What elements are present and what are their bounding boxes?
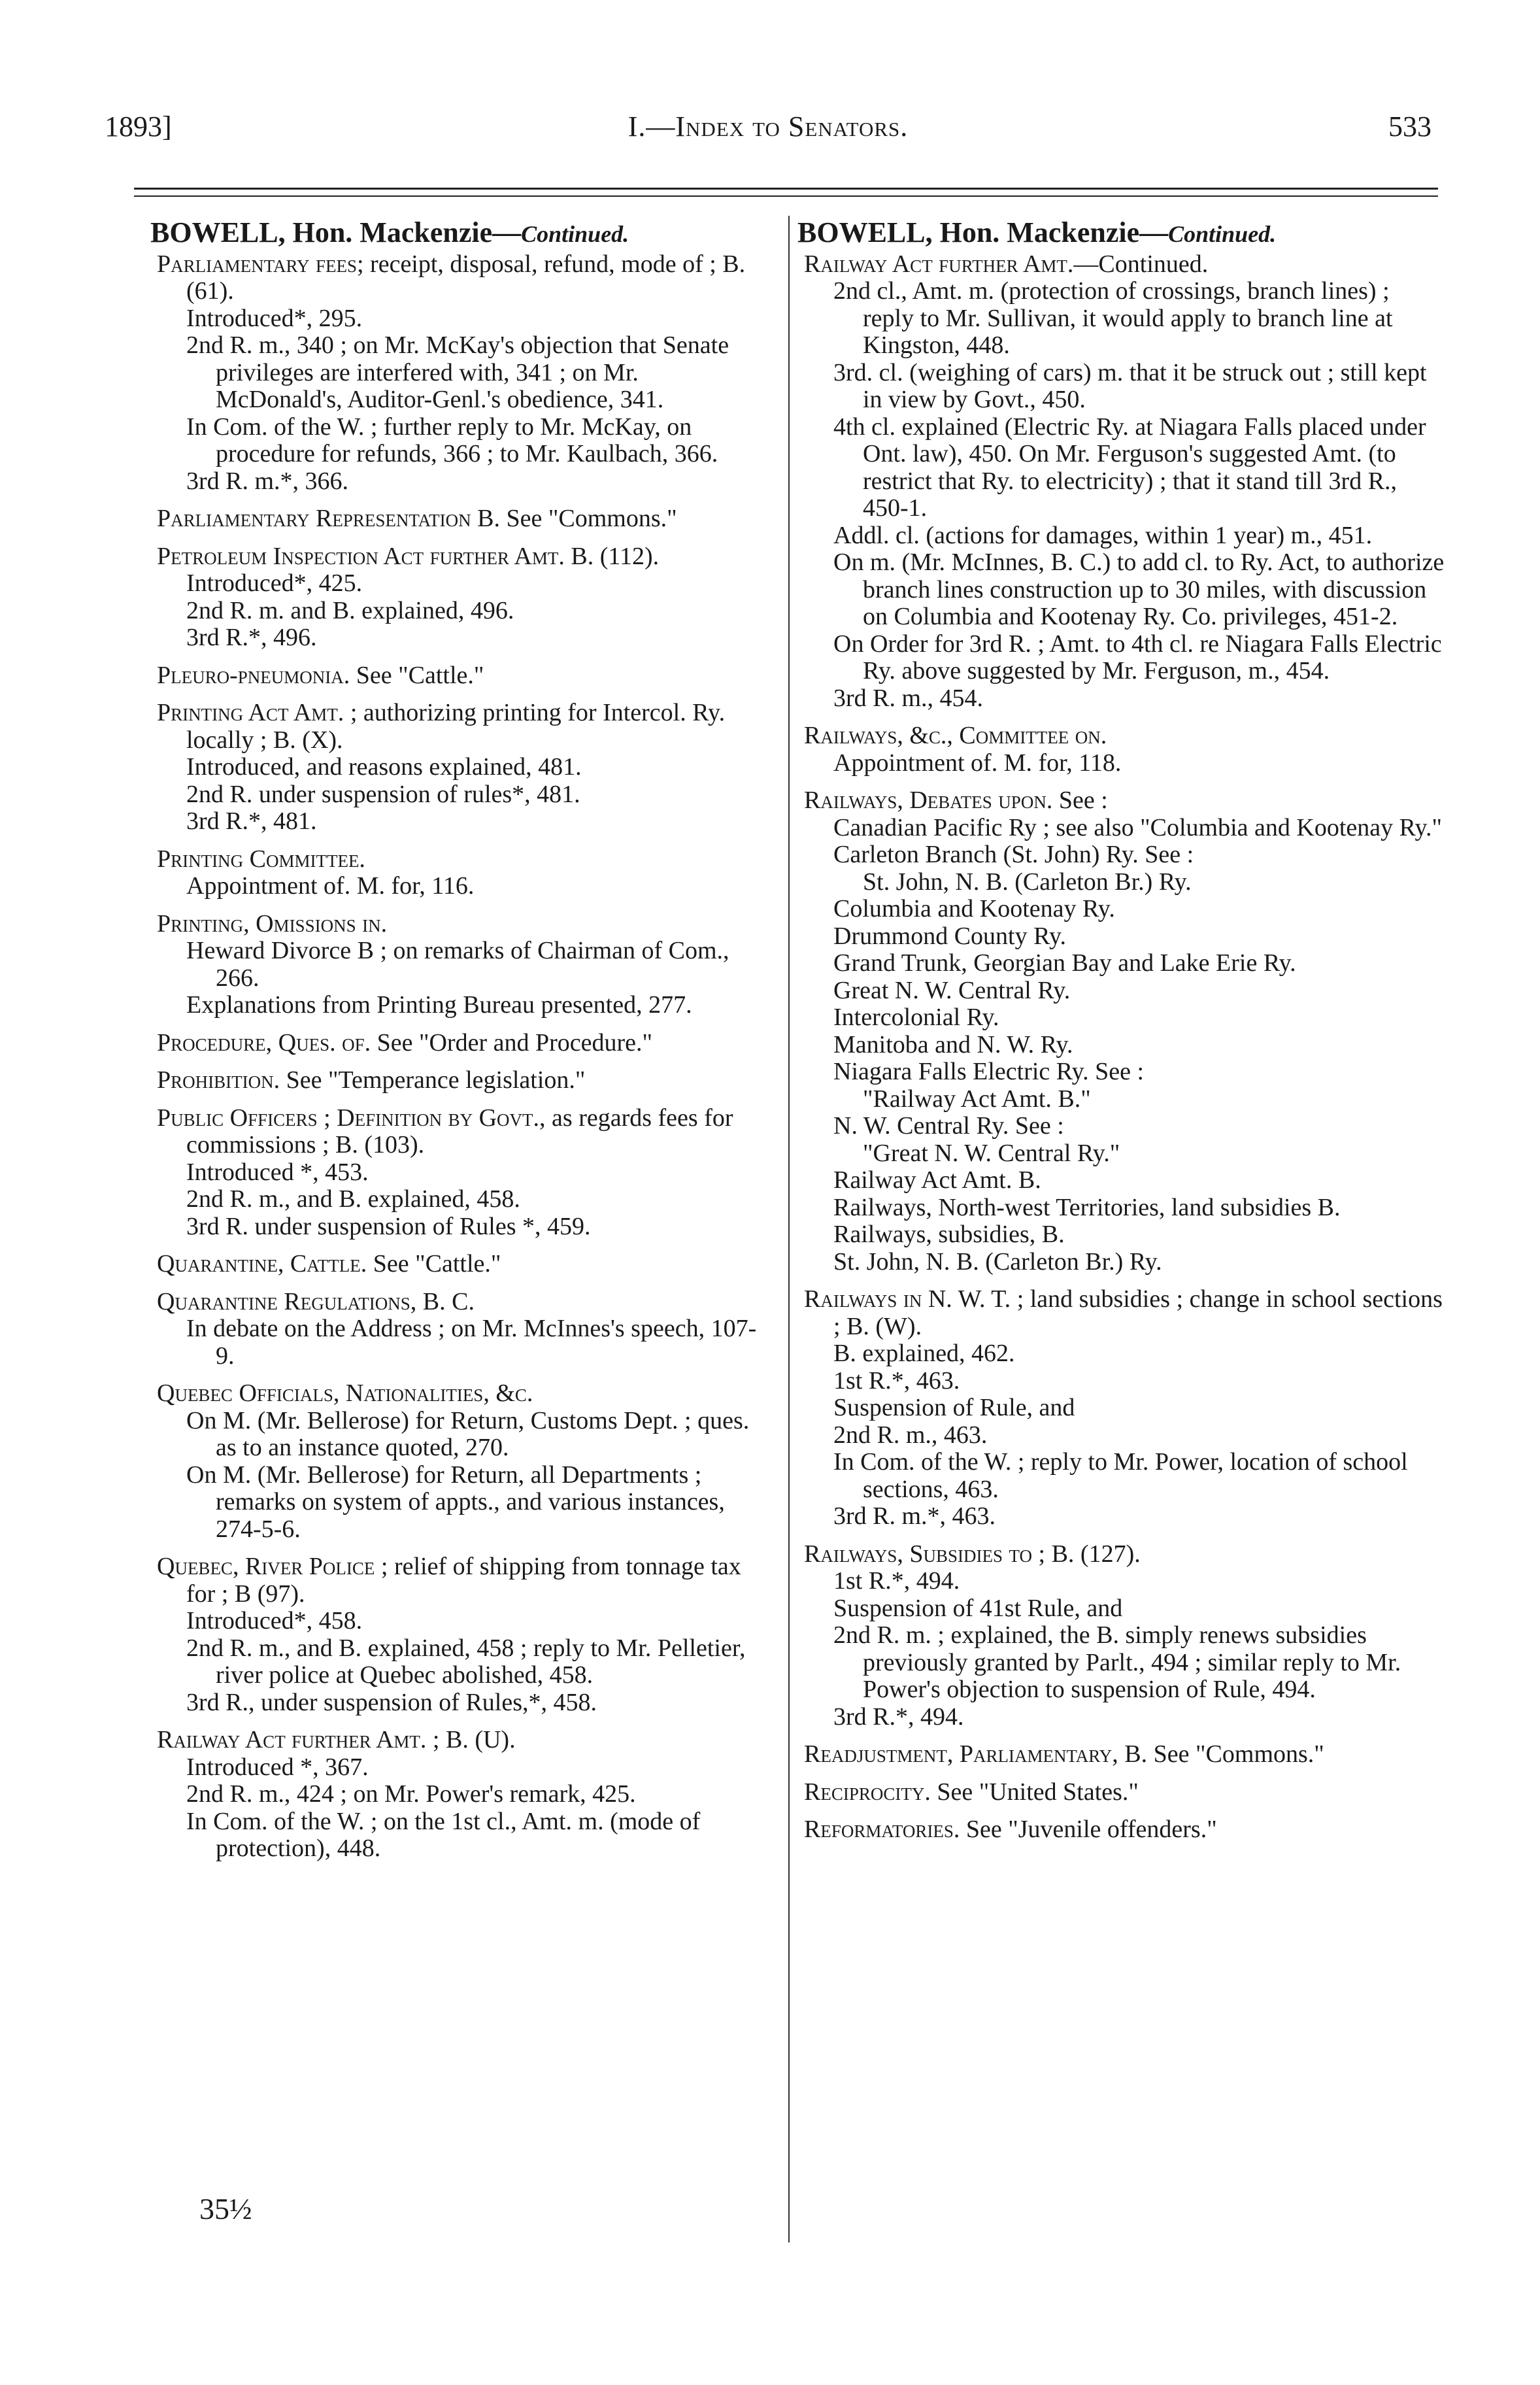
index-subentry: Columbia and Kootenay Ry. <box>833 895 1115 922</box>
index-subentry: 2nd R. m., and B. explained, 458. <box>186 1185 520 1213</box>
heading-text: BOWELL, Hon. Mackenzie— <box>797 216 1169 248</box>
index-entry <box>157 251 771 305</box>
heading-continued: Continued. <box>1168 221 1277 247</box>
entry-title: Railway Act further Amt.— <box>804 250 1099 278</box>
index-subentry: St. John, N. B. (Carleton Br.) Ry. <box>863 868 1192 896</box>
entry-detail: See "Cattle." <box>350 661 484 689</box>
entry-detail: See "Commons." <box>1147 1740 1324 1768</box>
index-subentry: "Great N. W. Central Ry." <box>863 1139 1120 1167</box>
index-subentry: In debate on the Address ; on Mr. McInnes's speech, 107-9. <box>186 1315 757 1370</box>
header-rule-thin <box>134 195 1438 197</box>
header-page-number: 533 <box>1388 110 1431 143</box>
right-column <box>797 216 1445 1844</box>
entry-detail: See : <box>1052 787 1108 814</box>
left-column <box>150 216 771 1863</box>
entry-title: Railways, &c., Committee on. <box>804 722 1107 749</box>
entry-detail: ; B. (127). <box>1032 1540 1141 1568</box>
index-entry <box>157 505 771 533</box>
index-subentry: Canadian Pacific Ry ; see also "Columbia and Kootenay Ry." <box>833 813 1442 841</box>
index-subentry: Addl. cl. (actions for damages, within 1 year) m., 451. <box>833 521 1373 549</box>
index-entry <box>804 722 1445 750</box>
index-subentry: On M. (Mr. Bellerose) for Return, Customs Dept. ; ques. as to an instance quoted, 270. <box>186 1406 750 1461</box>
entry-detail: See "Juvenile offenders." <box>960 1816 1217 1843</box>
index-subentry: 2nd R. m., 463. <box>833 1421 988 1449</box>
index-subentry: 1st R.*, 494. <box>833 1567 960 1595</box>
entry-title: Railway Act further Amt. <box>157 1726 427 1753</box>
entry-title: Printing, Omissions in. <box>157 909 388 938</box>
index-subentry: Suspension of 41st Rule, and <box>833 1594 1123 1622</box>
entry-detail: ; B. (U). <box>426 1726 516 1753</box>
index-subentry: 3rd R. m.*, 463. <box>833 1502 996 1530</box>
index-entry <box>157 1380 771 1408</box>
entry-detail: ; receipt, disposal, refund, mode of ; B. (61). <box>186 250 746 305</box>
index-subentry: Niagara Falls Electric Ry. See : <box>833 1058 1145 1085</box>
index-subentry: 3rd R. m., 454. <box>833 684 984 712</box>
index-subentry: Grand Trunk, Georgian Bay and Lake Erie Ry. <box>833 949 1296 977</box>
entry-title: Procedure, Ques. of. <box>157 1028 371 1057</box>
index-subentry: 3rd R.*, 494. <box>833 1702 964 1731</box>
index-entry <box>157 543 771 571</box>
index-entry <box>157 1251 771 1278</box>
index-subentry: Appointment of. M. for, 116. <box>186 872 475 900</box>
index-subentry: Manitoba and N. W. Ry. <box>833 1030 1073 1058</box>
index-entry <box>157 1105 771 1159</box>
index-subentry: Heward Divorce B ; on remarks of Chairman of Com., 266. <box>186 937 729 992</box>
index-subentry: Appointment of. M. for, 118. <box>833 749 1122 777</box>
entry-detail: B. (112). <box>564 542 660 570</box>
index-subentry: 3rd. cl. (weighing of cars) m. that it be struck out ; still kept in view by Govt., 450. <box>833 358 1427 413</box>
index-subentry: Carleton Branch (St. John) Ry. See : <box>833 841 1194 868</box>
index-subentry: N. W. Central Ry. See : <box>833 1112 1064 1140</box>
index-entry <box>157 662 771 690</box>
index-entry <box>804 787 1445 815</box>
column-divider <box>788 216 790 2242</box>
entry-title: Parliamentary fees <box>157 250 357 278</box>
index-subentry: Introduced*, 425. <box>186 569 363 597</box>
header-year: 1893] <box>105 110 172 143</box>
entry-title: Quarantine, Cattle. <box>157 1250 367 1277</box>
index-subentry: On Order for 3rd R. ; Amt. to 4th cl. re Niagara Falls Electric Ry. above suggested by Mr. Ferguson, m., 454. <box>833 630 1442 685</box>
entry-title: Pleuro-pneumonia. <box>157 661 350 689</box>
index-subentry: Introduced*, 295. <box>186 304 363 332</box>
index-entry <box>804 1816 1445 1844</box>
index-subentry: 2nd R. m. and B. explained, 496. <box>186 596 514 624</box>
index-subentry: Introduced*, 458. <box>186 1607 363 1634</box>
index-subentry: 2nd R. m., and B. explained, 458 ; reply to Mr. Pelletier, river police at Quebec abolished, 458. <box>186 1634 746 1689</box>
index-subentry: 3rd R. under suspension of Rules *, 459. <box>186 1212 591 1240</box>
index-subentry: 3rd R. m.*, 366. <box>186 467 349 495</box>
entry-title: Quebec Officials, Nationalities, &c. <box>157 1379 533 1407</box>
index-subentry: Great N. W. Central Ry. <box>833 976 1071 1004</box>
entry-detail: See "Temperance legislation." <box>280 1066 586 1094</box>
index-subentry: Explanations from Printing Bureau presented, 277. <box>186 991 692 1019</box>
entry-title: Railways, Subsidies to <box>804 1540 1033 1568</box>
index-subentry: 2nd cl., Amt. m. (protection of crossings, branch lines) ; reply to Mr. Sullivan, it would apply to branch line at Kingston, 448. <box>833 277 1393 359</box>
index-subentry: Railways, North-west Territories, land subsidies B. <box>833 1193 1341 1221</box>
entry-detail: See "United States." <box>930 1778 1139 1806</box>
index-subentry: 2nd R. m. ; explained, the B. simply renews subsidies previously granted by Parlt., 494 ; similar reply to Mr. Power's objection to suspension of Rule, 494. <box>833 1621 1401 1703</box>
index-subentry: On m. (Mr. McInnes, B. C.) to add cl. to Ry. Act, to authorize branch lines construction up to 30 miles, with discussion on Columbia and Kootenay Ry. Co. privileges, 451-2. <box>833 549 1445 630</box>
index-subentry: St. John, N. B. (Carleton Br.) Ry. <box>833 1247 1162 1276</box>
index-subentry: In Com. of the W. ; reply to Mr. Power, location of school sections, 463. <box>833 1448 1408 1503</box>
index-entry <box>157 846 771 873</box>
index-entry <box>157 1553 771 1608</box>
index-entry <box>157 911 771 938</box>
entry-title: Parliamentary Representation B. <box>157 505 500 532</box>
index-entry <box>804 1541 1445 1568</box>
index-subentry: 1st R.*, 463. <box>833 1366 960 1395</box>
index-entry <box>157 1067 771 1094</box>
index-subentry: On M. (Mr. Bellerose) for Return, all Departments ; remarks on system of appts., and various instances, 274-5-6. <box>186 1461 725 1543</box>
entry-detail: ; land subsidies ; change in school sections ; B. (W). <box>833 1285 1443 1340</box>
index-subentry: 2nd R. m., 340 ; on Mr. McKay's objection that Senate privileges are interfered with, 341 ; on Mr. McDonald's, Auditor-Genl.'s obedience, 341. <box>186 331 729 413</box>
index-entry <box>157 1030 771 1057</box>
index-subentry: 2nd R. under suspension of rules*, 481. <box>186 780 580 808</box>
index-entry <box>804 1286 1445 1340</box>
index-subentry: Drummond County Ry. <box>833 922 1066 950</box>
entry-title: Railways, Debates upon. <box>804 787 1053 814</box>
index-subentry: 3rd R., under suspension of Rules,*, 458. <box>186 1688 597 1716</box>
entry-title: Quarantine Regulations, B. C. <box>157 1287 475 1315</box>
page-header <box>105 110 1431 149</box>
index-subentry: In Com. of the W. ; further reply to Mr. McKay, on procedure for refunds, 366 ; to Mr. Kaulbach, 366. <box>186 413 718 467</box>
index-subentry: Introduced *, 453. <box>186 1158 369 1186</box>
index-entry <box>157 1289 771 1316</box>
index-entry <box>157 1727 771 1754</box>
index-subentry: B. explained, 462. <box>833 1340 1015 1367</box>
index-subentry: 4th cl. explained (Electric Ry. at Niagara Falls placed under Ont. law), 450. On Mr. Ferguson's suggested Amt. (to restrict that Ry. to electricity) ; that it stand till 3rd R., 450-1. <box>833 413 1426 522</box>
entry-title: Public Officers ; Definition by Govt., <box>157 1104 546 1132</box>
column-heading <box>150 216 771 248</box>
header-rule-thick <box>134 188 1438 190</box>
index-subentry: 3rd R.*, 481. <box>186 807 317 835</box>
entry-title: Quebec, River Police <box>157 1553 375 1580</box>
entry-title: Printing Act Amt. <box>157 699 344 726</box>
entry-detail: ; authorizing printing for Intercol. Ry. locally ; B. (X). <box>186 699 726 754</box>
index-entry <box>804 1741 1445 1768</box>
signature-folio: 35½ <box>199 2192 252 2225</box>
entry-detail: ; relief of shipping from tonnage tax for ; B (97). <box>186 1553 741 1608</box>
index-subentry: Suspension of Rule, and <box>833 1394 1075 1421</box>
entry-title: Readjustment, Parliamentary, B. <box>804 1740 1148 1768</box>
entry-detail: See "Cattle." <box>367 1250 501 1277</box>
column-heading <box>797 216 1445 248</box>
index-subentry: Intercolonial Ry. <box>833 1004 999 1031</box>
index-subentry: Introduced *, 367. <box>186 1753 369 1781</box>
index-subentry: Railways, subsidies, B. <box>833 1221 1065 1248</box>
heading-continued: Continued. <box>521 221 629 247</box>
entry-title: Printing Committee. <box>157 845 365 873</box>
entry-title: Reformatories. <box>804 1816 960 1843</box>
index-subentry: Railway Act Amt. B. <box>833 1166 1041 1194</box>
entry-title: Prohibition. <box>157 1066 280 1094</box>
index-entry <box>157 700 771 754</box>
index-entry <box>804 1779 1445 1806</box>
entry-detail: See "Commons." <box>500 505 677 532</box>
index-subentry: Introduced, and reasons explained, 481. <box>186 753 582 781</box>
entry-title: Petroleum Inspection Act further Amt. <box>157 542 565 570</box>
header-title: I.—Index to Senators. <box>628 110 909 143</box>
entry-detail: as regards fees for commissions ; B. (103). <box>186 1104 733 1159</box>
index-subentry: In Com. of the W. ; on the 1st cl., Amt. m. (mode of protection), 448. <box>186 1807 701 1862</box>
index-subentry: 3rd R.*, 496. <box>186 624 317 651</box>
index-entry <box>804 251 1445 279</box>
heading-text: BOWELL, Hon. Mackenzie— <box>150 216 522 248</box>
index-subentry: 2nd R. m., 424 ; on Mr. Power's remark, 425. <box>186 1780 636 1808</box>
entry-detail: See "Order and Procedure." <box>371 1028 653 1057</box>
index-subentry: "Railway Act Amt. B." <box>863 1085 1091 1113</box>
entry-title: Reciprocity. <box>804 1778 931 1806</box>
entry-detail: Continued. <box>1098 250 1209 278</box>
entry-title: Railways in N. W. T. <box>804 1285 1011 1313</box>
